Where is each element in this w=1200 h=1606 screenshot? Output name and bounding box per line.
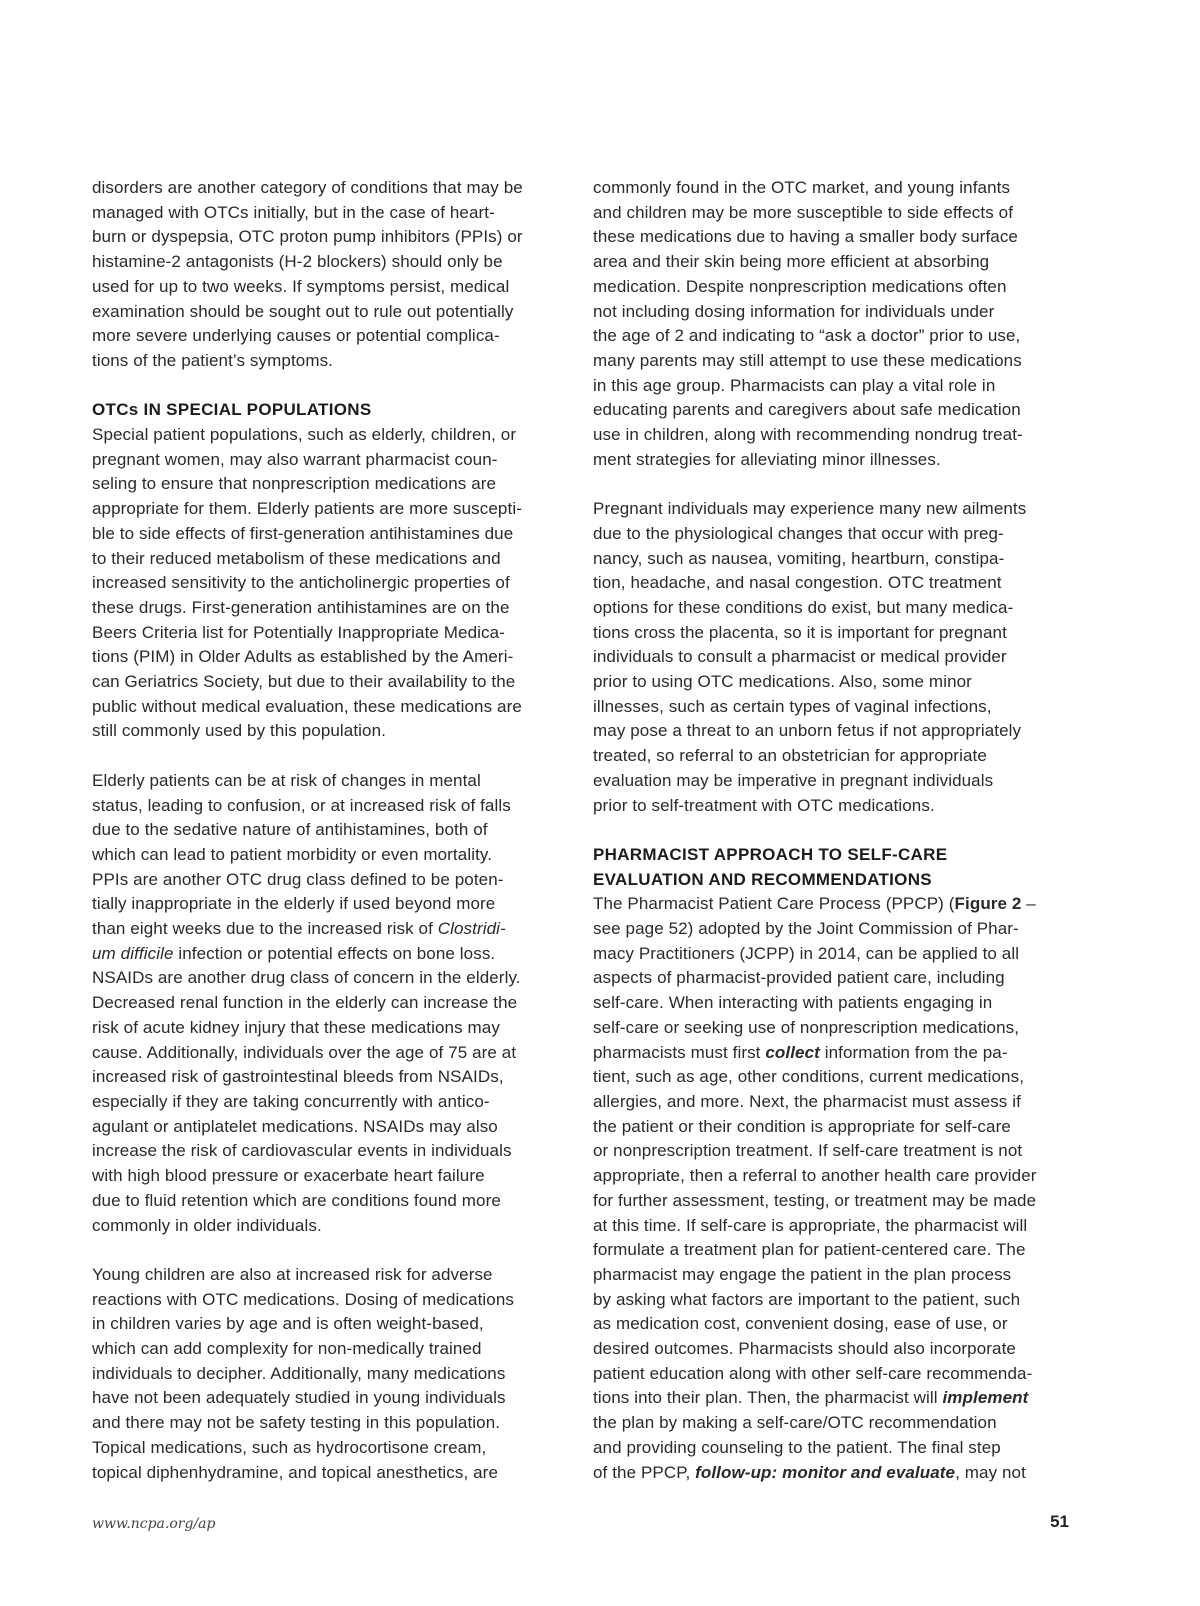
page-number: 51 — [1050, 1512, 1069, 1531]
text-line: increased risk of gastrointestinal bleeds from NSAIDs, — [92, 1067, 504, 1087]
text-line: for further assessment, testing, or treatment may be made — [593, 1190, 1037, 1210]
text-line: tions of the patient’s symptoms. — [92, 350, 334, 370]
text-line: by asking what factors are important to the patient, such — [593, 1289, 1021, 1309]
text-line: the patient or their condition is appropriate for self-care — [593, 1116, 1011, 1136]
text-line: see page 52) adopted by the Joint Commission of Phar- — [593, 919, 1019, 939]
text-line: status, leading to confusion, or at increased risk of falls — [92, 795, 511, 815]
text-line: the age of 2 and indicating to “ask a doctor” prior to use, — [593, 326, 1021, 346]
paragraph — [593, 892, 1071, 1485]
text-line — [92, 942, 570, 967]
emphasis-implement: implement — [942, 1388, 1029, 1408]
text-line: topical diphenhydramine, and topical anesthetics, are — [92, 1462, 498, 1482]
text-line: allergies, and more. Next, the pharmacist must assess if — [593, 1091, 1021, 1111]
italic-term: Clostridi- — [437, 919, 506, 939]
text-line: burn or dyspepsia, OTC proton pump inhibitors (PPIs) or — [92, 227, 523, 247]
text-line: as medication cost, convenient dosing, ease of use, or — [593, 1314, 1008, 1334]
text-line: tially inappropriate in the elderly if used beyond more — [92, 894, 496, 914]
paragraph — [593, 497, 1071, 818]
text-line: commonly in older individuals. — [92, 1215, 322, 1235]
emphasis-follow-up: follow-up: monitor and evaluate — [695, 1462, 956, 1482]
text-line: Young children are also at increased risk for adverse — [92, 1264, 493, 1284]
text-line: nancy, such as nausea, vomiting, heartburn, constipa- — [593, 548, 1005, 568]
heading-line: PHARMACIST APPROACH TO SELF-CARE — [593, 844, 948, 864]
text-line: histamine-2 antagonists (H-2 blockers) should only be — [92, 252, 503, 272]
section-heading-special-populations: OTCs IN SPECIAL POPULATIONS — [92, 400, 372, 420]
text-run: The Pharmacist Patient Care Process (PPCP) ( — [593, 894, 955, 914]
text-line — [593, 1041, 1071, 1066]
text-line: may pose a threat to an unborn fetus if not appropriately — [593, 721, 1022, 741]
text-line: Elderly patients can be at risk of changes in mental — [92, 770, 481, 790]
text-line: and children may be more susceptible to side effects of — [593, 202, 1014, 222]
text-line: NSAIDs are another drug class of concern in the elderly. — [92, 968, 521, 988]
left-column — [92, 176, 570, 1485]
text-line: especially if they are taking concurrently with antico- — [92, 1091, 490, 1111]
text-line: appropriate, then a referral to another health care provider — [593, 1166, 1037, 1186]
text-line: many parents may still attempt to use these medications — [593, 350, 1022, 370]
paragraph — [92, 1263, 570, 1485]
text-line: macy Practitioners (JCPP) in 2014, can be applied to all — [593, 943, 1020, 963]
text-line: desired outcomes. Pharmacists should also incorporate — [593, 1339, 1016, 1359]
text-run: , may not — [955, 1462, 1026, 1482]
text-line — [593, 892, 1071, 917]
heading-line: EVALUATION AND RECOMMENDATIONS — [593, 869, 932, 889]
text-line: self-care or seeking use of nonprescription medications, — [593, 1017, 1020, 1037]
text-line: have not been adequately studied in young individuals — [92, 1388, 506, 1408]
paragraph — [92, 176, 570, 374]
text-line: in children varies by age and is often weight-based, — [92, 1314, 484, 1334]
text-line: can Geriatrics Society, but due to their availability to the — [92, 672, 516, 692]
text-line: illnesses, such as certain types of vaginal infections, — [593, 696, 992, 716]
text-line: tient, such as age, other conditions, current medications, — [593, 1067, 1025, 1087]
italic-term: um difficile — [92, 943, 174, 963]
text-line: options for these conditions do exist, but many medica- — [593, 597, 1014, 617]
text-run: – — [1021, 894, 1036, 914]
emphasis-collect: collect — [765, 1042, 820, 1062]
text-run: pharmacists must first — [593, 1042, 766, 1062]
text-line: evaluation may be imperative in pregnant individuals — [593, 770, 994, 790]
text-line: prior to self-treatment with OTC medications. — [593, 795, 935, 815]
text-line — [92, 917, 570, 942]
text-line: increased sensitivity to the anticholinergic properties of — [92, 573, 510, 593]
text-line: self-care. When interacting with patients engaging in — [593, 993, 993, 1013]
text-line: which can lead to patient morbidity or even mortality. — [92, 844, 493, 864]
text-line: increase the risk of cardiovascular events in individuals — [92, 1141, 512, 1161]
text-line: tions (PIM) in Older Adults as established by the Ameri- — [92, 647, 514, 667]
text-line: examination should be sought out to rule out potentially — [92, 301, 514, 321]
text-run: of the PPCP, — [593, 1462, 696, 1482]
text-line: pregnant women, may also warrant pharmacist coun- — [92, 449, 498, 469]
text-line: the plan by making a self-care/OTC recommendation — [593, 1413, 997, 1433]
text-line: use in children, along with recommending nondrug treat- — [593, 425, 1023, 445]
text-line: due to the physiological changes that occur with preg- — [593, 523, 1004, 543]
text-line: disorders are another category of conditions that may be — [92, 178, 523, 197]
text-line: reactions with OTC medications. Dosing of medications — [92, 1289, 514, 1309]
text-line: individuals to consult a pharmacist or medical provider — [593, 647, 1007, 667]
right-column — [593, 176, 1071, 1485]
text-line: ble to side effects of first-generation antihistamines due — [92, 523, 514, 543]
text-line: in this age group. Pharmacists can play a vital role in — [593, 375, 996, 395]
text-line: risk of acute kidney injury that these medications may — [92, 1017, 500, 1037]
text-line: pharmacist may engage the patient in the plan process — [593, 1264, 1012, 1284]
text-run: than eight weeks due to the increased risk of — [92, 919, 438, 939]
paragraph — [92, 423, 570, 744]
text-line: cause. Additionally, individuals over the age of 75 are at — [92, 1042, 517, 1062]
text-line: Pregnant individuals may experience many new ailments — [593, 499, 1027, 519]
text-line: public without medical evaluation, these medications are — [92, 696, 522, 716]
text-line: appropriate for them. Elderly patients are more suscepti- — [92, 499, 522, 519]
text-line: Topical medications, such as hydrocortisone cream, — [92, 1437, 487, 1457]
text-line: treated, so referral to an obstetrician for appropriate — [593, 746, 987, 766]
text-line: patient education along with other self-care recommenda- — [593, 1363, 1033, 1383]
text-line: and there may not be safety testing in this population. — [92, 1413, 501, 1433]
text-line: these drugs. First-generation antihistamines are on the — [92, 597, 510, 617]
paragraph — [92, 769, 570, 1238]
text-line: Beers Criteria list for Potentially Inappropriate Medica- — [92, 622, 505, 642]
text-line: formulate a treatment plan for patient-centered care. The — [593, 1240, 1026, 1260]
text-run: infection or potential effects on bone loss. — [173, 943, 496, 963]
text-line: managed with OTCs initially, but in the case of heart- — [92, 202, 495, 222]
text-line: with high blood pressure or exacerbate heart failure — [92, 1166, 485, 1186]
text-line: PPIs are another OTC drug class defined to be poten- — [92, 869, 504, 889]
text-line: educating parents and caregivers about safe medication — [593, 400, 1021, 420]
text-line: still commonly used by this population. — [92, 721, 386, 741]
text-line: tions cross the placenta, so it is important for pregnant — [593, 622, 1007, 642]
text-line: or nonprescription treatment. If self-care treatment is not — [593, 1141, 1023, 1161]
text-line: due to fluid retention which are conditions found more — [92, 1190, 501, 1210]
text-line — [593, 1386, 1071, 1411]
section-heading-pharmacist-approach — [593, 843, 1071, 892]
paragraph — [593, 176, 1071, 472]
text-line: more severe underlying causes or potential complica- — [92, 326, 500, 346]
footer-url[interactable]: www.ncpa.org/ap — [92, 1516, 216, 1532]
figure-reference: Figure 2 — [954, 894, 1022, 914]
text-line: seling to ensure that nonprescription medications are — [92, 474, 497, 494]
text-line: ment strategies for alleviating minor illnesses. — [593, 449, 941, 469]
text-run: information from the pa- — [819, 1042, 1008, 1062]
text-line: commonly found in the OTC market, and young infants — [593, 178, 1011, 197]
text-line: individuals to decipher. Additionally, many medications — [92, 1363, 506, 1383]
text-line: used for up to two weeks. If symptoms persist, medical — [92, 276, 510, 296]
text-line: prior to using OTC medications. Also, some minor — [593, 672, 972, 692]
text-line: to their reduced metabolism of these medications and — [92, 548, 501, 568]
text-line: and providing counseling to the patient. The final step — [593, 1437, 1001, 1457]
text-line: aspects of pharmacist-provided patient care, including — [593, 968, 1005, 988]
text-line: at this time. If self-care is appropriate, the pharmacist will — [593, 1215, 1028, 1235]
text-line: not including dosing information for individuals under — [593, 301, 995, 321]
text-line: due to the sedative nature of antihistamines, both of — [92, 820, 488, 840]
text-line — [593, 1461, 1071, 1486]
text-run: tions into their plan. Then, the pharmacist will — [593, 1388, 943, 1408]
text-line: agulant or antiplatelet medications. NSAIDs may also — [92, 1116, 498, 1136]
text-line: tion, headache, and nasal congestion. OTC treatment — [593, 573, 1002, 593]
text-line: which can add complexity for non-medically trained — [92, 1339, 482, 1358]
text-line: area and their skin being more efficient at absorbing — [593, 252, 990, 272]
text-line: Decreased renal function in the elderly can increase the — [92, 993, 518, 1013]
text-line: these medications due to having a smaller body surface — [593, 227, 1018, 247]
text-line: Special patient populations, such as elderly, children, or — [92, 425, 517, 445]
text-line: medication. Despite nonprescription medications often — [593, 276, 1007, 296]
